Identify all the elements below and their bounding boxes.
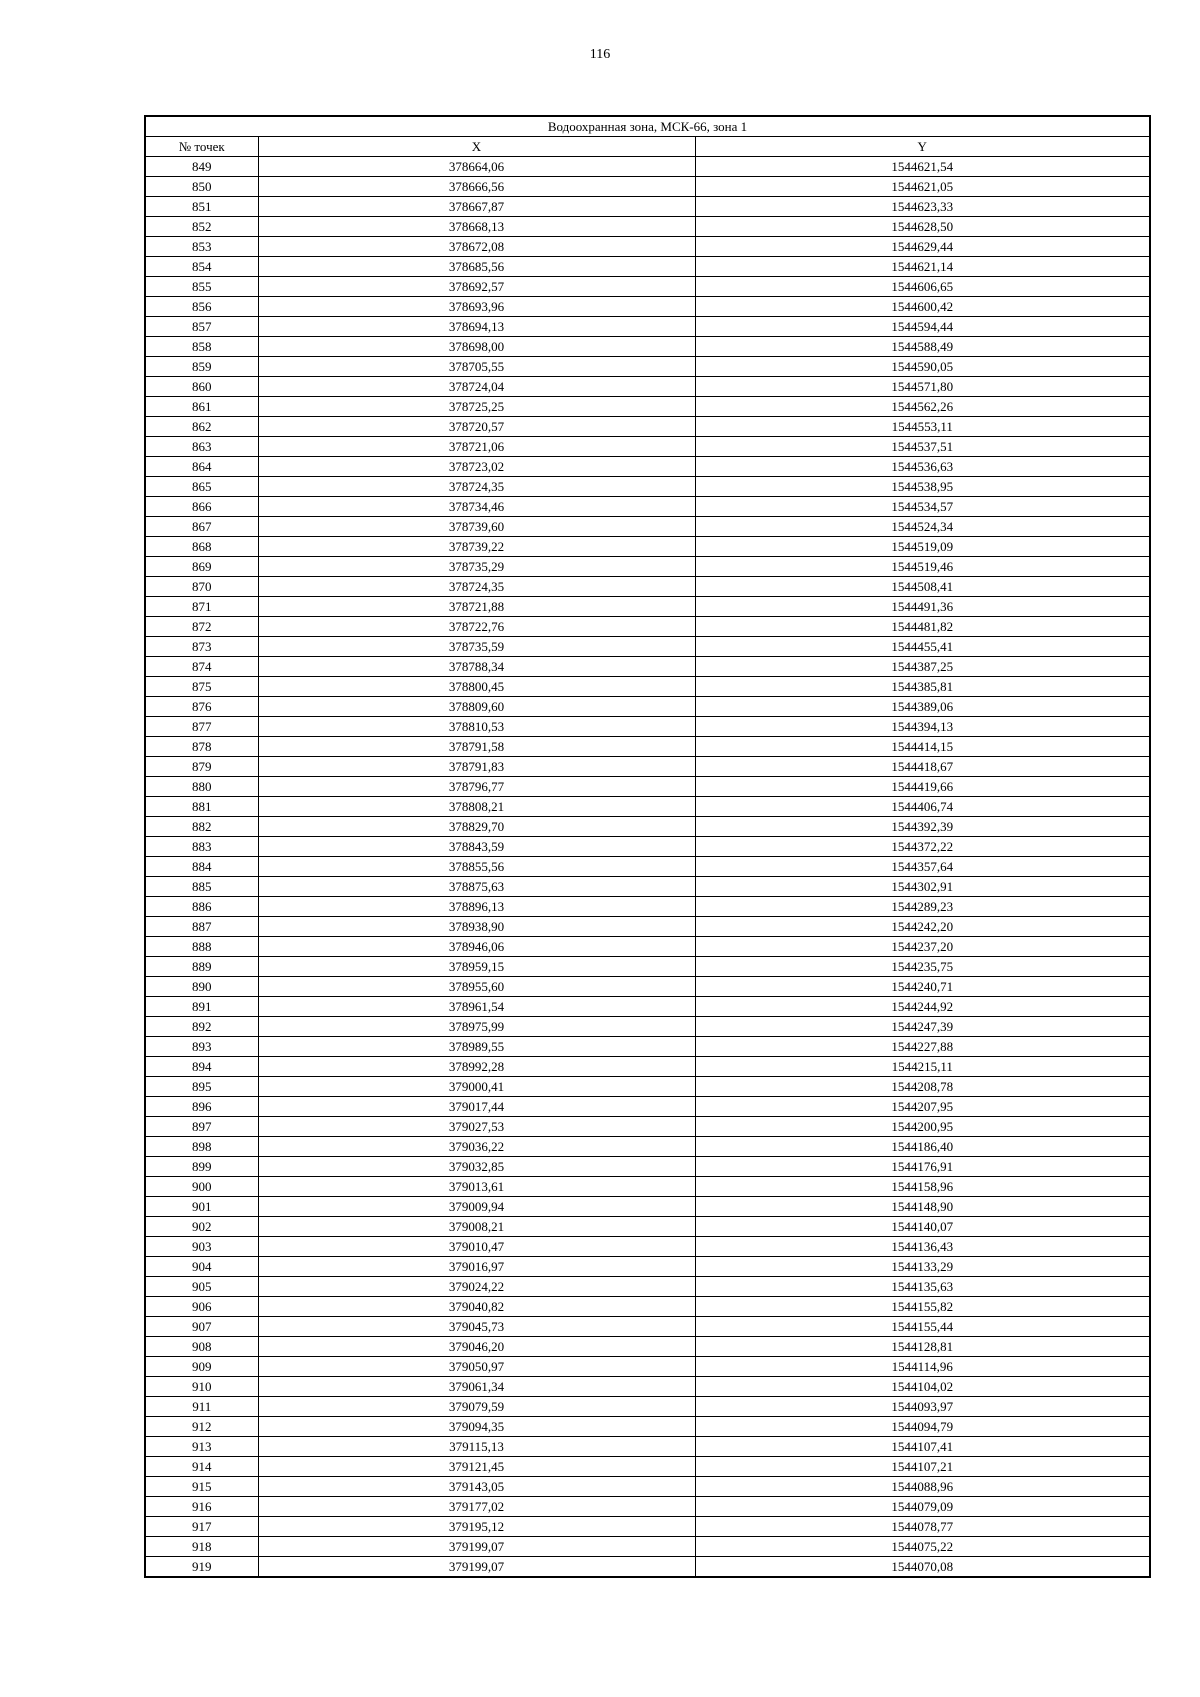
cell-point-number: 866 — [145, 497, 258, 517]
cell-y: 1544455,41 — [695, 637, 1150, 657]
table-row — [145, 1557, 1150, 1578]
cell-y: 1544070,08 — [695, 1557, 1150, 1578]
cell-point-number: 882 — [145, 817, 258, 837]
cell-point-number: 891 — [145, 997, 258, 1017]
cell-x: 379177,02 — [258, 1497, 695, 1517]
cell-point-number: 898 — [145, 1137, 258, 1157]
cell-x: 378672,08 — [258, 237, 695, 257]
table-row — [145, 677, 1150, 697]
cell-point-number: 880 — [145, 777, 258, 797]
table-row — [145, 1017, 1150, 1037]
cell-x: 379195,12 — [258, 1517, 695, 1537]
cell-point-number: 849 — [145, 157, 258, 177]
cell-point-number: 872 — [145, 617, 258, 637]
cell-y: 1544387,25 — [695, 657, 1150, 677]
cell-point-number: 851 — [145, 197, 258, 217]
cell-x: 379036,22 — [258, 1137, 695, 1157]
table-row — [145, 1477, 1150, 1497]
cell-y: 1544148,90 — [695, 1197, 1150, 1217]
cell-y: 1544140,07 — [695, 1217, 1150, 1237]
cell-point-number: 895 — [145, 1077, 258, 1097]
cell-y: 1544107,21 — [695, 1457, 1150, 1477]
table-row — [145, 817, 1150, 837]
table-row — [145, 777, 1150, 797]
cell-point-number: 856 — [145, 297, 258, 317]
cell-x: 378667,87 — [258, 197, 695, 217]
cell-x: 379050,97 — [258, 1357, 695, 1377]
table-row — [145, 657, 1150, 677]
table-row — [145, 1257, 1150, 1277]
table-row — [145, 1537, 1150, 1557]
table-row — [145, 1437, 1150, 1457]
table-row — [145, 1357, 1150, 1377]
table-row — [145, 977, 1150, 997]
cell-y: 1544227,88 — [695, 1037, 1150, 1057]
cell-point-number: 906 — [145, 1297, 258, 1317]
cell-y: 1544136,43 — [695, 1237, 1150, 1257]
cell-point-number: 899 — [145, 1157, 258, 1177]
cell-x: 379046,20 — [258, 1337, 695, 1357]
cell-y: 1544208,78 — [695, 1077, 1150, 1097]
table-row — [145, 417, 1150, 437]
cell-point-number: 893 — [145, 1037, 258, 1057]
cell-y: 1544075,22 — [695, 1537, 1150, 1557]
cell-y: 1544104,02 — [695, 1377, 1150, 1397]
cell-y: 1544491,36 — [695, 597, 1150, 617]
cell-point-number: 912 — [145, 1417, 258, 1437]
cell-x: 379000,41 — [258, 1077, 695, 1097]
cell-point-number: 877 — [145, 717, 258, 737]
cell-x: 378955,60 — [258, 977, 695, 997]
cell-y: 1544553,11 — [695, 417, 1150, 437]
coordinates-table — [144, 115, 1151, 1578]
cell-y: 1544235,75 — [695, 957, 1150, 977]
cell-point-number: 897 — [145, 1117, 258, 1137]
table-row — [145, 897, 1150, 917]
cell-point-number: 874 — [145, 657, 258, 677]
cell-y: 1544418,67 — [695, 757, 1150, 777]
cell-point-number: 915 — [145, 1477, 258, 1497]
table-header-row — [145, 137, 1150, 157]
table-row — [145, 737, 1150, 757]
cell-point-number: 871 — [145, 597, 258, 617]
table-row — [145, 1337, 1150, 1357]
table-caption: Водоохранная зона, МСК-66, зона 1 — [145, 116, 1150, 137]
cell-y: 1544590,05 — [695, 357, 1150, 377]
table-row — [145, 1497, 1150, 1517]
cell-y: 1544237,20 — [695, 937, 1150, 957]
column-header-point-number: № точек — [145, 137, 258, 157]
cell-x: 378739,22 — [258, 537, 695, 557]
cell-point-number: 884 — [145, 857, 258, 877]
table-row — [145, 1077, 1150, 1097]
table-row — [145, 1177, 1150, 1197]
cell-y: 1544207,95 — [695, 1097, 1150, 1117]
table-row — [145, 937, 1150, 957]
cell-y: 1544079,09 — [695, 1497, 1150, 1517]
cell-x: 379115,13 — [258, 1437, 695, 1457]
cell-x: 378843,59 — [258, 837, 695, 857]
table-row — [145, 477, 1150, 497]
cell-y: 1544621,05 — [695, 177, 1150, 197]
cell-x: 378791,58 — [258, 737, 695, 757]
table-row — [145, 697, 1150, 717]
cell-x: 379040,82 — [258, 1297, 695, 1317]
cell-x: 378668,13 — [258, 217, 695, 237]
table-row — [145, 457, 1150, 477]
cell-x: 378705,55 — [258, 357, 695, 377]
table-row — [145, 537, 1150, 557]
cell-x: 378938,90 — [258, 917, 695, 937]
cell-point-number: 885 — [145, 877, 258, 897]
cell-y: 1544588,49 — [695, 337, 1150, 357]
cell-x: 378693,96 — [258, 297, 695, 317]
cell-x: 379032,85 — [258, 1157, 695, 1177]
table-row — [145, 1417, 1150, 1437]
cell-point-number: 879 — [145, 757, 258, 777]
cell-x: 378694,13 — [258, 317, 695, 337]
cell-y: 1544107,41 — [695, 1437, 1150, 1457]
table-row — [145, 1517, 1150, 1537]
cell-x: 379094,35 — [258, 1417, 695, 1437]
table-row — [145, 757, 1150, 777]
cell-point-number: 864 — [145, 457, 258, 477]
table-row — [145, 1117, 1150, 1137]
cell-point-number: 903 — [145, 1237, 258, 1257]
column-header-y: Y — [695, 137, 1150, 157]
cell-x: 379045,73 — [258, 1317, 695, 1337]
table-row — [145, 997, 1150, 1017]
table-row — [145, 257, 1150, 277]
cell-y: 1544600,42 — [695, 297, 1150, 317]
cell-x: 379017,44 — [258, 1097, 695, 1117]
cell-point-number: 868 — [145, 537, 258, 557]
table-row — [145, 237, 1150, 257]
cell-point-number: 901 — [145, 1197, 258, 1217]
cell-y: 1544244,92 — [695, 997, 1150, 1017]
cell-x: 378724,04 — [258, 377, 695, 397]
cell-y: 1544414,15 — [695, 737, 1150, 757]
cell-x: 378721,06 — [258, 437, 695, 457]
table-row — [145, 217, 1150, 237]
table-row — [145, 557, 1150, 577]
cell-point-number: 905 — [145, 1277, 258, 1297]
table-row — [145, 297, 1150, 317]
cell-y: 1544200,95 — [695, 1117, 1150, 1137]
cell-y: 1544289,23 — [695, 897, 1150, 917]
cell-point-number: 854 — [145, 257, 258, 277]
cell-point-number: 870 — [145, 577, 258, 597]
cell-x: 378735,59 — [258, 637, 695, 657]
cell-point-number: 887 — [145, 917, 258, 937]
cell-x: 379009,94 — [258, 1197, 695, 1217]
table-row — [145, 1037, 1150, 1057]
table-row — [145, 1237, 1150, 1257]
cell-y: 1544534,57 — [695, 497, 1150, 517]
cell-point-number: 876 — [145, 697, 258, 717]
cell-x: 378734,46 — [258, 497, 695, 517]
table-row — [145, 877, 1150, 897]
cell-x: 378735,29 — [258, 557, 695, 577]
cell-y: 1544302,91 — [695, 877, 1150, 897]
table-row — [145, 1297, 1150, 1317]
cell-point-number: 902 — [145, 1217, 258, 1237]
cell-x: 378666,56 — [258, 177, 695, 197]
cell-point-number: 914 — [145, 1457, 258, 1477]
table-row — [145, 637, 1150, 657]
cell-point-number: 892 — [145, 1017, 258, 1037]
cell-x: 378946,06 — [258, 937, 695, 957]
cell-y: 1544078,77 — [695, 1517, 1150, 1537]
cell-y: 1544621,54 — [695, 157, 1150, 177]
table-row — [145, 717, 1150, 737]
table-row — [145, 577, 1150, 597]
cell-x: 378725,25 — [258, 397, 695, 417]
cell-y: 1544094,79 — [695, 1417, 1150, 1437]
cell-x: 378961,54 — [258, 997, 695, 1017]
cell-x: 378791,83 — [258, 757, 695, 777]
cell-x: 378810,53 — [258, 717, 695, 737]
cell-x: 378685,56 — [258, 257, 695, 277]
cell-point-number: 855 — [145, 277, 258, 297]
table-row — [145, 597, 1150, 617]
cell-point-number: 888 — [145, 937, 258, 957]
cell-y: 1544536,63 — [695, 457, 1150, 477]
cell-y: 1544176,91 — [695, 1157, 1150, 1177]
cell-x: 378721,88 — [258, 597, 695, 617]
table-row — [145, 157, 1150, 177]
table-row — [145, 617, 1150, 637]
cell-point-number: 890 — [145, 977, 258, 997]
cell-y: 1544628,50 — [695, 217, 1150, 237]
table-body — [145, 157, 1150, 1578]
cell-point-number: 859 — [145, 357, 258, 377]
table-row — [145, 1097, 1150, 1117]
page-number: 116 — [589, 47, 611, 62]
cell-y: 1544519,46 — [695, 557, 1150, 577]
cell-point-number: 878 — [145, 737, 258, 757]
cell-x: 378788,34 — [258, 657, 695, 677]
table-row — [145, 377, 1150, 397]
cell-y: 1544158,96 — [695, 1177, 1150, 1197]
cell-x: 378722,76 — [258, 617, 695, 637]
cell-x: 378800,45 — [258, 677, 695, 697]
cell-point-number: 861 — [145, 397, 258, 417]
cell-point-number: 919 — [145, 1557, 258, 1578]
cell-x: 378692,57 — [258, 277, 695, 297]
table-row — [145, 437, 1150, 457]
cell-x: 379016,97 — [258, 1257, 695, 1277]
table-row — [145, 197, 1150, 217]
cell-y: 1544389,06 — [695, 697, 1150, 717]
cell-x: 378959,15 — [258, 957, 695, 977]
cell-y: 1544133,29 — [695, 1257, 1150, 1277]
cell-y: 1544242,20 — [695, 917, 1150, 937]
cell-point-number: 852 — [145, 217, 258, 237]
cell-x: 378875,63 — [258, 877, 695, 897]
cell-x: 379010,47 — [258, 1237, 695, 1257]
cell-x: 378724,35 — [258, 477, 695, 497]
table-row — [145, 317, 1150, 337]
cell-y: 1544571,80 — [695, 377, 1150, 397]
cell-point-number: 916 — [145, 1497, 258, 1517]
cell-x: 379199,07 — [258, 1557, 695, 1578]
cell-y: 1544394,13 — [695, 717, 1150, 737]
table-row — [145, 177, 1150, 197]
table-row — [145, 1137, 1150, 1157]
cell-x: 378989,55 — [258, 1037, 695, 1057]
cell-point-number: 860 — [145, 377, 258, 397]
table-row — [145, 1057, 1150, 1077]
cell-x: 378796,77 — [258, 777, 695, 797]
cell-x: 378723,02 — [258, 457, 695, 477]
table-row — [145, 1377, 1150, 1397]
cell-y: 1544419,66 — [695, 777, 1150, 797]
cell-y: 1544155,44 — [695, 1317, 1150, 1337]
table-row — [145, 397, 1150, 417]
table-row — [145, 917, 1150, 937]
cell-x: 379027,53 — [258, 1117, 695, 1137]
table-row — [145, 797, 1150, 817]
cell-y: 1544538,95 — [695, 477, 1150, 497]
cell-x: 378896,13 — [258, 897, 695, 917]
cell-y: 1544088,96 — [695, 1477, 1150, 1497]
cell-point-number: 911 — [145, 1397, 258, 1417]
cell-x: 378829,70 — [258, 817, 695, 837]
table-row — [145, 1317, 1150, 1337]
cell-y: 1544357,64 — [695, 857, 1150, 877]
cell-x: 379079,59 — [258, 1397, 695, 1417]
table-row — [145, 357, 1150, 377]
cell-y: 1544215,11 — [695, 1057, 1150, 1077]
cell-point-number: 869 — [145, 557, 258, 577]
cell-x: 378739,60 — [258, 517, 695, 537]
cell-y: 1544537,51 — [695, 437, 1150, 457]
cell-x: 379199,07 — [258, 1537, 695, 1557]
cell-y: 1544406,74 — [695, 797, 1150, 817]
cell-point-number: 886 — [145, 897, 258, 917]
cell-y: 1544623,33 — [695, 197, 1150, 217]
cell-y: 1544385,81 — [695, 677, 1150, 697]
cell-point-number: 853 — [145, 237, 258, 257]
table-row — [145, 1397, 1150, 1417]
cell-point-number: 904 — [145, 1257, 258, 1277]
cell-x: 379121,45 — [258, 1457, 695, 1477]
cell-point-number: 910 — [145, 1377, 258, 1397]
table-row — [145, 337, 1150, 357]
cell-y: 1544114,96 — [695, 1357, 1150, 1377]
table-row — [145, 1197, 1150, 1217]
cell-point-number: 889 — [145, 957, 258, 977]
cell-point-number: 894 — [145, 1057, 258, 1077]
cell-x: 378809,60 — [258, 697, 695, 717]
cell-y: 1544247,39 — [695, 1017, 1150, 1037]
cell-x: 378664,06 — [258, 157, 695, 177]
cell-y: 1544594,44 — [695, 317, 1150, 337]
table-row — [145, 1217, 1150, 1237]
cell-point-number: 907 — [145, 1317, 258, 1337]
cell-point-number: 875 — [145, 677, 258, 697]
cell-point-number: 918 — [145, 1537, 258, 1557]
cell-y: 1544240,71 — [695, 977, 1150, 997]
cell-point-number: 867 — [145, 517, 258, 537]
cell-x: 379024,22 — [258, 1277, 695, 1297]
cell-x: 379143,05 — [258, 1477, 695, 1497]
cell-y: 1544093,97 — [695, 1397, 1150, 1417]
cell-y: 1544606,65 — [695, 277, 1150, 297]
cell-y: 1544155,82 — [695, 1297, 1150, 1317]
cell-point-number: 862 — [145, 417, 258, 437]
cell-x: 378992,28 — [258, 1057, 695, 1077]
table-row — [145, 517, 1150, 537]
cell-point-number: 857 — [145, 317, 258, 337]
cell-x: 378720,57 — [258, 417, 695, 437]
cell-x: 378855,56 — [258, 857, 695, 877]
cell-x: 379061,34 — [258, 1377, 695, 1397]
cell-y: 1544135,63 — [695, 1277, 1150, 1297]
cell-x: 378975,99 — [258, 1017, 695, 1037]
table-row — [145, 497, 1150, 517]
cell-y: 1544128,81 — [695, 1337, 1150, 1357]
cell-point-number: 917 — [145, 1517, 258, 1537]
cell-y: 1544621,14 — [695, 257, 1150, 277]
cell-point-number: 873 — [145, 637, 258, 657]
cell-point-number: 913 — [145, 1437, 258, 1457]
cell-y: 1544392,39 — [695, 817, 1150, 837]
table-row — [145, 957, 1150, 977]
cell-x: 379013,61 — [258, 1177, 695, 1197]
cell-point-number: 908 — [145, 1337, 258, 1357]
cell-point-number: 863 — [145, 437, 258, 457]
column-header-x: X — [258, 137, 695, 157]
cell-point-number: 900 — [145, 1177, 258, 1197]
cell-point-number: 858 — [145, 337, 258, 357]
cell-point-number: 865 — [145, 477, 258, 497]
cell-point-number: 909 — [145, 1357, 258, 1377]
table-row — [145, 1157, 1150, 1177]
cell-point-number: 881 — [145, 797, 258, 817]
cell-y: 1544508,41 — [695, 577, 1150, 597]
table-row — [145, 1457, 1150, 1477]
table-caption-row — [145, 116, 1150, 137]
cell-y: 1544524,34 — [695, 517, 1150, 537]
cell-point-number: 883 — [145, 837, 258, 857]
table-row — [145, 837, 1150, 857]
cell-y: 1544186,40 — [695, 1137, 1150, 1157]
cell-y: 1544481,82 — [695, 617, 1150, 637]
cell-point-number: 896 — [145, 1097, 258, 1117]
cell-x: 378724,35 — [258, 577, 695, 597]
cell-y: 1544629,44 — [695, 237, 1150, 257]
cell-point-number: 850 — [145, 177, 258, 197]
table-row — [145, 1277, 1150, 1297]
table-row — [145, 277, 1150, 297]
cell-x: 379008,21 — [258, 1217, 695, 1237]
cell-y: 1544562,26 — [695, 397, 1150, 417]
cell-x: 378808,21 — [258, 797, 695, 817]
cell-x: 378698,00 — [258, 337, 695, 357]
cell-y: 1544372,22 — [695, 837, 1150, 857]
cell-y: 1544519,09 — [695, 537, 1150, 557]
table-row — [145, 857, 1150, 877]
